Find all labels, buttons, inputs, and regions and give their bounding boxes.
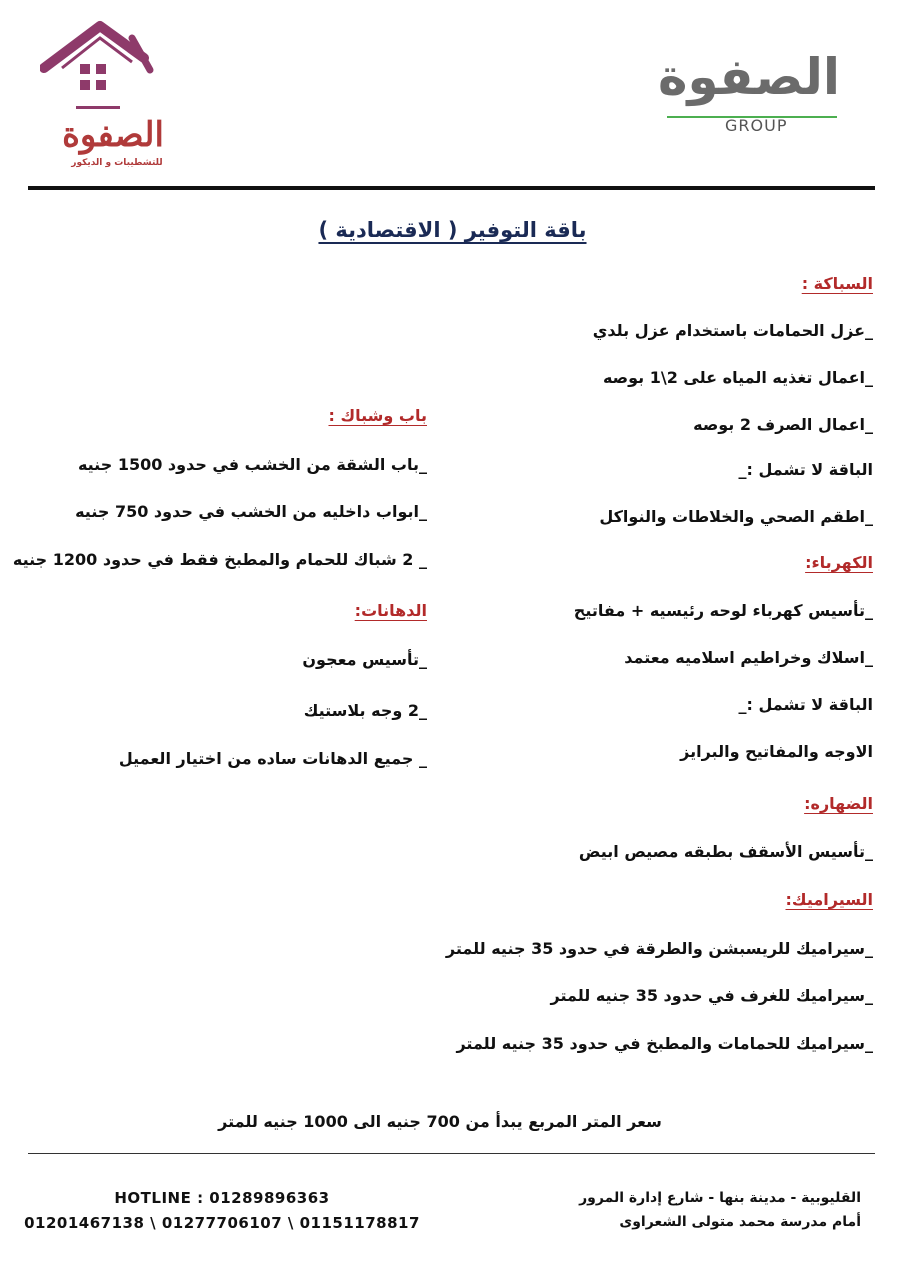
page-title: باقة التوفير ( الاقتصادية ) <box>318 218 587 242</box>
logo-left <box>40 18 170 168</box>
list-item: _2 وجه بلاستيك <box>303 701 427 720</box>
list-item: _سيراميك للحمامات والمطبخ في حدود 35 جنيه للمتر <box>456 1034 873 1053</box>
list-item: _تأسيس الأسقف بطبقه مصيص ابيض <box>578 842 873 861</box>
list-item: _ابواب داخليه من الخشب في حدود 750 جنيه <box>75 502 427 521</box>
logo-left-brand: الصفوة <box>62 115 164 155</box>
house-logo-icon <box>40 18 170 118</box>
section-heading-doors-windows: باب وشباك : <box>328 406 427 425</box>
address-line-2: أمام مدرسة محمد متولى الشعراوى <box>619 1214 861 1230</box>
section-heading-electricity: الكهرباء: <box>805 553 873 572</box>
hotline: HOTLINE : 01289896363 <box>114 1189 330 1207</box>
logo-right-brand: الصفوة <box>657 48 840 106</box>
logo-right <box>657 48 845 137</box>
list-item: _اسلاك وخراطيم اسلاميه معتمد <box>624 648 873 667</box>
list-item: الاوجه والمفاتيح والبرايز <box>680 742 873 761</box>
list-item: _سيراميك للغرف في حدود 35 جنيه للمتر <box>550 986 873 1005</box>
list-item: _اعمال تغذيه المياه على 2\1 بوصه <box>602 368 873 387</box>
list-item: الباقة لا تشمل :_ <box>738 460 873 479</box>
list-item: _باب الشقة من الخشب في حدود 1500 جنيه <box>77 455 427 474</box>
section-heading-ceramics: السيراميك: <box>785 890 873 909</box>
section-heading-plastering: الضهاره: <box>804 794 873 813</box>
logo-left-tagline: للتشطيبات و الديكور <box>71 158 163 168</box>
list-item: _تأسيس معجون <box>302 650 427 669</box>
list-item: _ 2 شباك للحمام والمطبخ فقط في حدود 1200 جنيه <box>12 550 427 569</box>
price-note: سعر المتر المربع يبدأ من 700 جنيه الى 1000 جنيه للمتر <box>218 1112 662 1131</box>
logo-right-sub: GROUP <box>725 116 788 135</box>
section-heading-paints: الدهانات: <box>354 601 427 620</box>
list-item: _اعمال الصرف 2 بوصه <box>693 415 873 434</box>
header-divider <box>28 186 875 190</box>
phone-numbers: 01201467138 \ 01277706107 \ 01151178817 <box>24 1214 420 1232</box>
list-item: _ جميع الدهانات ساده من اختيار العميل <box>118 749 427 768</box>
address-line-1: القليوبية - مدينة بنها - شارع إدارة المرور <box>579 1190 861 1206</box>
list-item: _تأسيس كهرباء لوحه رئيسيه + مفاتيح <box>573 601 873 620</box>
list-item: _عزل الحمامات باستخدام عزل بلدي <box>592 321 873 340</box>
footer-divider <box>28 1153 875 1154</box>
section-heading-plumbing: السباكة : <box>801 274 873 293</box>
list-item: _سيراميك للريسبشن والطرقة في حدود 35 جنيه للمتر <box>445 939 873 958</box>
list-item: _اطقم الصحي والخلاطات والنواكل <box>599 507 873 526</box>
list-item: الباقة لا تشمل :_ <box>738 695 873 714</box>
